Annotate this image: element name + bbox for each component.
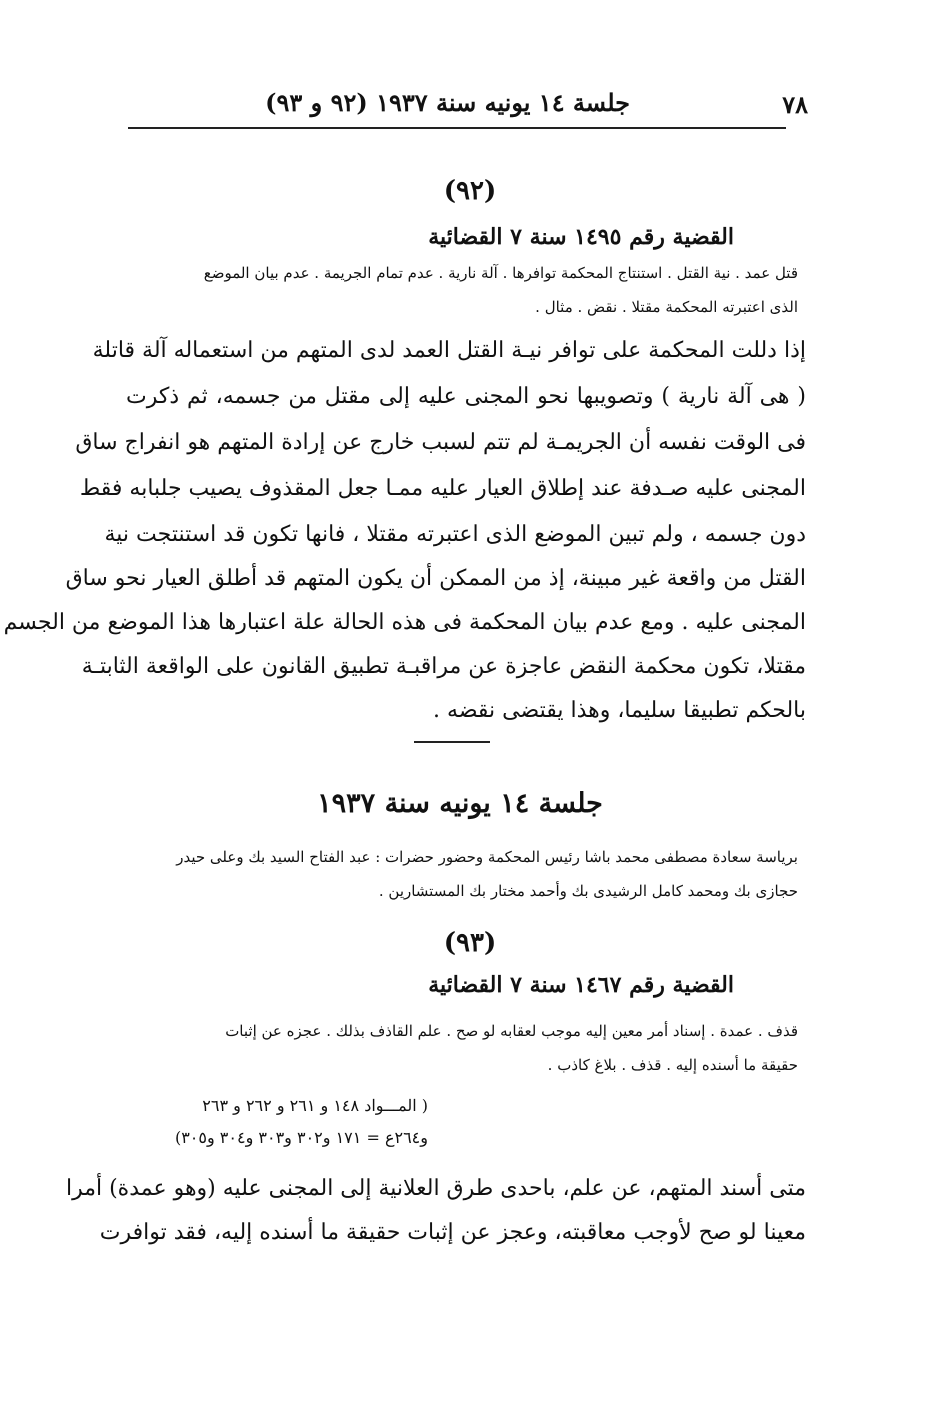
case-number-93: (٩٣) <box>443 928 497 958</box>
body-paragraph-line: مقتلا، تكون محكمة النقض عاجزة عن مراقبـة تطبيق القانون على الواقعة الثابتـة <box>81 654 806 679</box>
body-paragraph-line: بالحكم تطبيقا سليما، وهذا يقتضى نقضه . <box>433 698 806 723</box>
body-paragraph-line: المجنى عليه صـدفة عند إطلاق العيار عليه ممـا جعل المقذوف يصيب جلبابه فقط <box>79 476 806 501</box>
body-paragraph-line: إذا دللت المحكمة على توافر نيـة القتل العمد لدى المتهم من استعماله آلة قاتلة <box>92 338 806 363</box>
header-rule <box>128 127 786 129</box>
legal-articles-line: ( المـــواد ١٤٨ و ٢٦١ و ٢٦٢ و ٢٦٣ <box>202 1096 428 1115</box>
body-paragraph-line: معينا لو صح لأوجب معاقبته، وعجز عن إثبات حقيقة ما أسنده إليه، فقد توافرت <box>99 1220 806 1245</box>
case-summary-line: قتل عمد . نية القتل . استنتاج المحكمة توافرها . آلة نارية . عدم تمام الجريمة . عدم بيان الموضع <box>203 264 798 282</box>
session-title: جلسة ١٤ يونيه سنة ١٩٣٧ <box>317 788 603 819</box>
case-summary-line: حقيقة ما أسنده إليه . قذف . بلاغ كاذب . <box>547 1056 798 1074</box>
legal-articles-line: و٢٦٤ع = ١٧١ و٣٠٢ و٣٠٣ و٣٠٤ و٣٠٥) <box>174 1128 428 1147</box>
body-paragraph-line: دون جسمه ، ولم تبين الموضع الذى اعتبرته مقتلا ، فانها تكون قد استنتجت نية <box>104 522 806 547</box>
page-number: ٧٨ <box>782 90 808 119</box>
presidency-line: برياسة سعادة مصطفى محمد باشا رئيس المحكمة وحضور حضرات : عبد الفتاح السيد بك وعلى حيدر <box>176 848 798 866</box>
body-paragraph-line: القتل من واقعة غير مبينة، إذ من الممكن أن يكون المتهم قد أطلق العيار نحو ساق <box>65 566 806 591</box>
case-reference-93: القضية رقم ١٤٦٧ سنة ٧ القضائية <box>428 972 734 998</box>
section-divider <box>414 741 490 743</box>
body-paragraph-line: فى الوقت نفسه أن الجريمـة لم تتم لسبب خارج عن إرادة المتهم هو انفراج ساق <box>75 430 806 455</box>
presidency-line: حجازى بك ومحمد كامل الرشيدى بك وأحمد مختار بك المستشارين . <box>378 882 798 900</box>
body-paragraph-line: المجنى عليه . ومع عدم بيان المحكمة فى هذه الحالة علة اعتبارها هذا الموضع من الجسم <box>3 610 806 635</box>
case-summary-line: الذى اعتبرته المحكمة مقتلا . نقض . مثال . <box>535 298 798 316</box>
case-number-92: (٩٢) <box>443 176 497 206</box>
running-header-title: جلسة ١٤ يونيه سنة ١٩٣٧ (٩٢ و ٩٣) <box>265 88 630 117</box>
body-paragraph-line: متى أسند المتهم، عن علم، باحدى طرق العلانية إلى المجنى عليه (وهو عمدة) أمرا <box>65 1176 806 1201</box>
case-summary-line: قذف . عمدة . إسناد أمر معين إليه موجب لعقابه لو صح . علم القاذف بذلك . عجزه عن إثبات <box>225 1022 798 1040</box>
case-reference-92: القضية رقم ١٤٩٥ سنة ٧ القضائية <box>428 224 734 250</box>
body-paragraph-line: ( هى آلة نارية ) وتصويبها نحو المجنى عليه إلى مقتل من جسمه، ثم ذكرت <box>126 384 806 409</box>
